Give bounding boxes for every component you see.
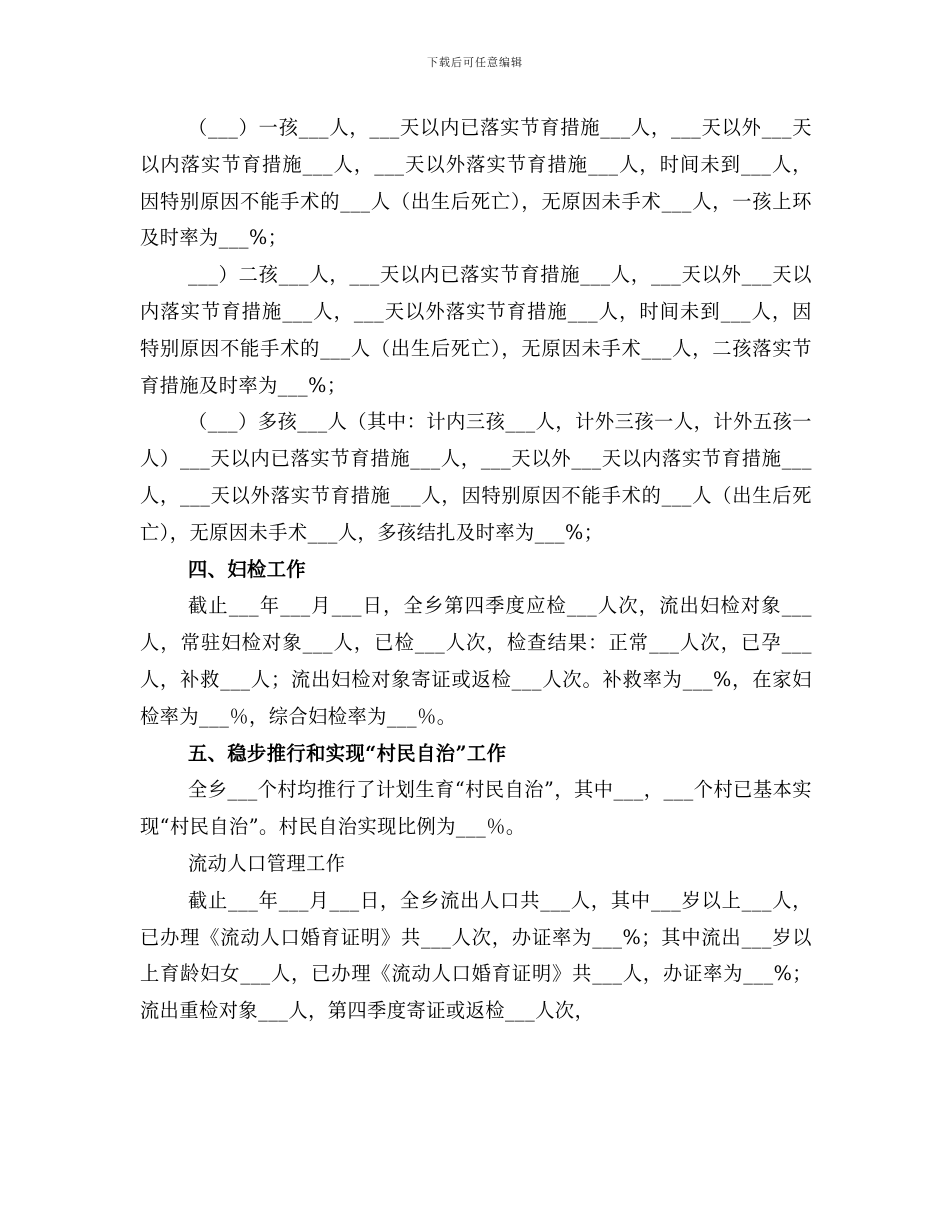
- paragraph-multi-children: （___）多孩___人（其中：计内三孩___人，计外三孩一人，计外五孩一人）___天以内已落实节育措施___人，___天以外___天以内落实节育措施___人，___天以外落实节育措施___人，因特别原因不能手术的___人（出生后死亡），无原因未手术___人，多孩结扎及时率为___%；: [140, 410, 812, 544]
- subheading-floating-population: 流动人口管理工作: [188, 851, 346, 875]
- page-header: 下载后可任意编辑: [427, 56, 523, 69]
- paragraph-two-children: ___）二孩___人，___天以内已落实节育措施___人，___天以外___天以内落实节育措施___人，___天以外落实节育措施___人，时间未到___人，因特别原因不能手术的___人（出生后死亡），无原因未手术___人，二孩落实节育措施及时率为___%；: [140, 263, 812, 397]
- paragraph-gynecological-exam: 截止___年___月___日，全乡第四季度应检___人次，流出妇检对象___人，常驻妇检对象___人，已检___人次，检查结果：正常___人次，已孕___人，补救___人；流出妇检对象寄证或返检___人次。补救率为___%，在家妇检率为___％，综合妇检率为___％。: [140, 594, 812, 728]
- heading-gynecological-exam: 四、妇检工作: [188, 557, 307, 581]
- paragraph-one-child: （___）一孩___人，___天以内已落实节育措施___人，___天以外___天以内落实节育措施___人，___天以外落实节育措施___人，时间未到___人，因特别原因不能手术的___人（出生后死亡），无原因未手术___人，一孩上环及时率为___%；: [140, 116, 812, 250]
- paragraph-floating-population: 截止___年___月___日，全乡流出人口共___人，其中___岁以上___人，已办理《流动人口婚育证明》共___人次，办证率为___%；其中流出___岁以上育龄妇女___人，已办理《流动人口婚育证明》共___人，办证率为___%；流出重检对象___人，第四季度寄证或返检___人次，: [140, 888, 812, 1023]
- paragraph-village-autonomy: 全乡___个村均推行了计划生育“村民自治”，其中___，___个村已基本实现“村民自治”。村民自治实现比例为___％。: [140, 778, 812, 839]
- document-body: [140, 110, 812, 1030]
- heading-village-autonomy: 五、稳步推行和实现“村民自治”工作: [188, 741, 507, 765]
